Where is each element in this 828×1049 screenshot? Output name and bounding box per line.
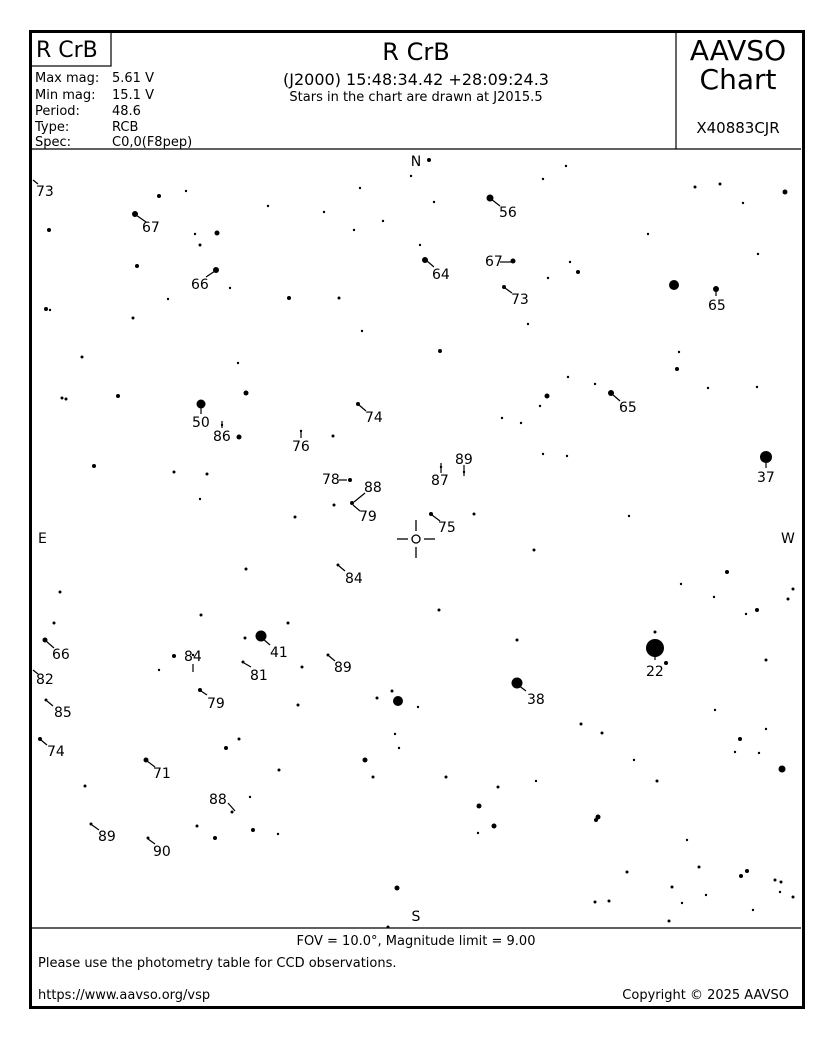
label-leaders	[33, 180, 766, 844]
star-dot	[594, 818, 598, 822]
star-dot	[395, 886, 400, 891]
star-dot	[758, 752, 760, 754]
comparison-star-label: 85	[54, 705, 72, 721]
type-label: Type:	[35, 120, 70, 135]
star-dot	[417, 706, 419, 708]
star-dot	[680, 583, 682, 585]
comparison-star-label: 89	[98, 829, 116, 845]
star-dot	[359, 187, 361, 189]
star-dot	[542, 178, 544, 180]
min-mag-label: Min mag:	[35, 88, 96, 103]
star-dot	[752, 909, 754, 911]
star-dot	[200, 614, 203, 617]
chart-title: R CrB	[382, 38, 450, 66]
star-dot	[287, 296, 291, 300]
comparison-star-label: 73	[36, 184, 54, 200]
star-dot	[654, 631, 657, 634]
star-dot	[725, 570, 729, 574]
star-dot	[59, 591, 62, 594]
star-dot	[742, 202, 744, 204]
comparison-star-label: 74	[365, 410, 383, 426]
period-value: 48.6	[112, 104, 141, 119]
star-dot	[765, 659, 768, 662]
star-dot	[671, 886, 674, 889]
star-dot	[779, 891, 781, 893]
copyright: Copyright © 2025 AAVSO	[622, 988, 789, 1003]
star-dot	[678, 351, 680, 353]
star-dot	[350, 501, 354, 505]
comparison-star-label: 76	[292, 439, 310, 455]
star-dot	[545, 394, 550, 399]
comparison-star-label: 65	[708, 298, 726, 314]
comparison-star-label: 87	[431, 473, 449, 489]
spec-value: C0,0(F8pep)	[112, 135, 193, 150]
compass-east: E	[38, 531, 47, 547]
label-leader-line	[201, 691, 207, 695]
star-dot	[387, 926, 390, 929]
star-dot	[49, 309, 51, 311]
star-dot	[756, 386, 758, 388]
star-dot	[376, 697, 379, 700]
star-dot	[53, 622, 56, 625]
star-dot	[542, 453, 544, 455]
star-dot	[44, 307, 48, 311]
star-dot	[116, 394, 120, 398]
star-dot	[686, 839, 688, 841]
star-dot	[745, 613, 747, 615]
star-dot	[419, 244, 421, 246]
star-dot	[527, 323, 529, 325]
star-dot	[445, 776, 448, 779]
star-dot	[569, 261, 571, 263]
star-dot	[779, 766, 786, 773]
star-dot	[393, 696, 403, 706]
star-dot	[780, 881, 783, 884]
star-dot	[382, 220, 384, 222]
star-name-box: R CrB	[36, 38, 98, 63]
star-dot	[277, 833, 279, 835]
star-dot	[167, 298, 169, 300]
label-leader-line	[47, 701, 53, 706]
star-dot	[245, 568, 248, 571]
comparison-star-label: 65	[619, 400, 637, 416]
coordinates: (J2000) 15:48:34.42 +28:09:24.3	[283, 70, 549, 89]
star-dot	[196, 825, 199, 828]
star-dot	[755, 608, 759, 612]
star-dot	[626, 871, 629, 874]
star-dot	[61, 397, 64, 400]
star-dot	[278, 769, 281, 772]
comparison-star-label: 41	[270, 645, 288, 661]
comparison-star-label: 75	[438, 520, 456, 536]
star-dot	[185, 190, 187, 192]
comparison-star-label: 67	[142, 220, 160, 236]
star-dot	[132, 317, 135, 320]
star-dot	[757, 253, 759, 255]
star-dot	[438, 609, 441, 612]
star-dot	[681, 902, 683, 904]
star-dot	[84, 785, 87, 788]
star-dot	[745, 869, 749, 873]
star-dot	[65, 398, 68, 401]
star-dot	[224, 746, 228, 750]
star-dot	[580, 723, 583, 726]
star-dot	[410, 175, 412, 177]
star-dot	[477, 804, 482, 809]
star-dot	[251, 828, 255, 832]
comparison-star-label: 88	[364, 480, 382, 496]
star-dot	[229, 287, 231, 289]
star-dot	[157, 194, 161, 198]
star-dot	[199, 498, 201, 500]
star-dot	[547, 277, 549, 279]
compass-west: W	[781, 531, 795, 547]
star-dot	[669, 280, 679, 290]
star-dot	[398, 747, 400, 749]
star-dot	[765, 728, 767, 730]
type-value: RCB	[112, 120, 139, 135]
comparison-star-label: 79	[207, 696, 225, 712]
comparison-star-label: 37	[757, 470, 775, 486]
star-dot	[608, 900, 611, 903]
star-dot	[601, 732, 604, 735]
star-dot	[565, 165, 567, 167]
star-dot	[694, 186, 697, 189]
star-dot	[433, 201, 435, 203]
star-dot	[348, 478, 352, 482]
star-dot	[372, 776, 375, 779]
compass-south: S	[411, 909, 421, 925]
star-dot	[213, 836, 217, 840]
star-dot	[647, 233, 649, 235]
star-dot	[628, 515, 630, 517]
star-dot	[267, 205, 269, 207]
star-dot	[719, 183, 722, 186]
star-dot	[656, 780, 659, 783]
star-dot	[172, 654, 176, 658]
max-mag-value: 5.61 V	[112, 71, 154, 86]
star-dot	[361, 330, 363, 332]
comparison-star-label: 89	[334, 660, 352, 676]
label-leader-line	[228, 803, 235, 811]
star-dot	[792, 896, 795, 899]
star-dot	[501, 417, 503, 419]
star-dot	[535, 780, 537, 782]
org-name: AAVSO	[689, 34, 787, 67]
star-dot	[206, 473, 209, 476]
star-dot	[300, 430, 302, 432]
star-dot	[783, 190, 788, 195]
star-dot	[707, 387, 709, 389]
comparison-star-label: 38	[527, 692, 545, 708]
min-mag-value: 15.1 V	[112, 88, 154, 103]
org-chart-word: Chart	[699, 63, 777, 96]
star-dot	[533, 549, 536, 552]
period-label: Period:	[35, 104, 80, 119]
star-dot	[332, 435, 335, 438]
star-dot	[333, 504, 336, 507]
star-dot	[199, 244, 202, 247]
star-dot	[158, 669, 160, 671]
star-dot	[576, 270, 580, 274]
comparison-star-label: 84	[345, 571, 363, 587]
comparison-star-label: 84	[184, 649, 202, 665]
star-dot	[338, 297, 341, 300]
comparison-star-label: 90	[153, 844, 171, 860]
star-dot	[774, 879, 777, 882]
star-dot	[173, 471, 176, 474]
star-dot	[713, 596, 715, 598]
fov-note: FOV = 10.0°, Magnitude limit = 9.00	[296, 934, 536, 949]
comparison-star-label: 22	[646, 664, 664, 680]
comparison-star-label: 64	[432, 267, 450, 283]
vsp-url[interactable]: https://www.aavso.org/vsp	[38, 988, 211, 1003]
star-dot	[633, 759, 635, 761]
epoch-note: Stars in the chart are drawn at J2015.5	[289, 90, 543, 105]
chart-id: X40883CJR	[696, 119, 780, 137]
comparison-star-label: 73	[511, 292, 529, 308]
comparison-star-label: 66	[191, 277, 209, 293]
star-dot	[511, 259, 516, 264]
star-dot	[294, 516, 297, 519]
star-dot	[698, 866, 701, 869]
star-dot	[297, 704, 300, 707]
star-dot	[668, 920, 671, 923]
comparison-star-label: 82	[36, 672, 54, 688]
compass-north: N	[410, 154, 422, 170]
star-dot	[497, 786, 500, 789]
star-dot	[787, 598, 790, 601]
star-dot	[301, 666, 304, 669]
star-dot	[47, 228, 51, 232]
label-leader-line	[262, 638, 270, 645]
comparison-star-label: 50	[192, 415, 210, 431]
star-dot	[238, 738, 241, 741]
star-dot	[391, 690, 394, 693]
star-dot	[714, 709, 716, 711]
comparison-star-label: 86	[213, 429, 231, 445]
comparison-star-label: 67	[485, 254, 503, 270]
star-dot	[244, 637, 247, 640]
comparison-star-label: 89	[455, 452, 473, 468]
star-dot	[92, 464, 96, 468]
star-dot	[664, 661, 668, 665]
star-dot	[738, 737, 742, 741]
photometry-note: Please use the photometry table for CCD observations.	[38, 956, 397, 971]
star-dot	[244, 391, 249, 396]
star-dot	[363, 758, 368, 763]
star-dot	[438, 349, 442, 353]
star-dot	[394, 733, 396, 735]
star-dot	[792, 588, 795, 591]
comparison-star-label: 88	[209, 792, 227, 808]
star-dot	[477, 832, 479, 834]
star-dot	[516, 639, 519, 642]
comparison-star-label: 66	[52, 647, 70, 663]
target-crosshair	[397, 520, 435, 558]
star-dot	[237, 435, 242, 440]
star-dot	[237, 362, 239, 364]
comparison-star-label: 74	[47, 744, 65, 760]
star-dot	[215, 231, 220, 236]
star-dot	[739, 874, 743, 878]
star-dot	[231, 811, 234, 814]
label-leader-line	[244, 663, 251, 667]
star-dot	[194, 233, 196, 235]
comparison-star-label: 56	[499, 205, 517, 221]
star-dot	[594, 901, 597, 904]
star-dot	[473, 513, 476, 516]
comparison-star-label: 79	[359, 509, 377, 525]
star-dot	[135, 264, 139, 268]
star-dot	[567, 376, 569, 378]
star-dot	[81, 356, 84, 359]
star-dot	[594, 383, 596, 385]
comparison-star-label: 81	[250, 668, 268, 684]
comparison-star-label: 71	[153, 766, 171, 782]
max-mag-label: Max mag:	[35, 71, 100, 86]
star-dot	[675, 367, 679, 371]
star-dot	[520, 422, 522, 424]
spec-label: Spec:	[35, 135, 72, 150]
star-dot	[353, 229, 355, 231]
star-dot	[323, 211, 325, 213]
comparison-star-label: 78	[322, 472, 340, 488]
star-dot	[249, 796, 251, 798]
star-dot	[422, 257, 428, 263]
star-dot	[734, 751, 736, 753]
star-dot	[566, 455, 568, 457]
star-dot	[492, 824, 497, 829]
star-dot	[705, 894, 707, 896]
star-dot	[539, 405, 541, 407]
star-dot	[427, 158, 431, 162]
star-dot	[287, 622, 290, 625]
